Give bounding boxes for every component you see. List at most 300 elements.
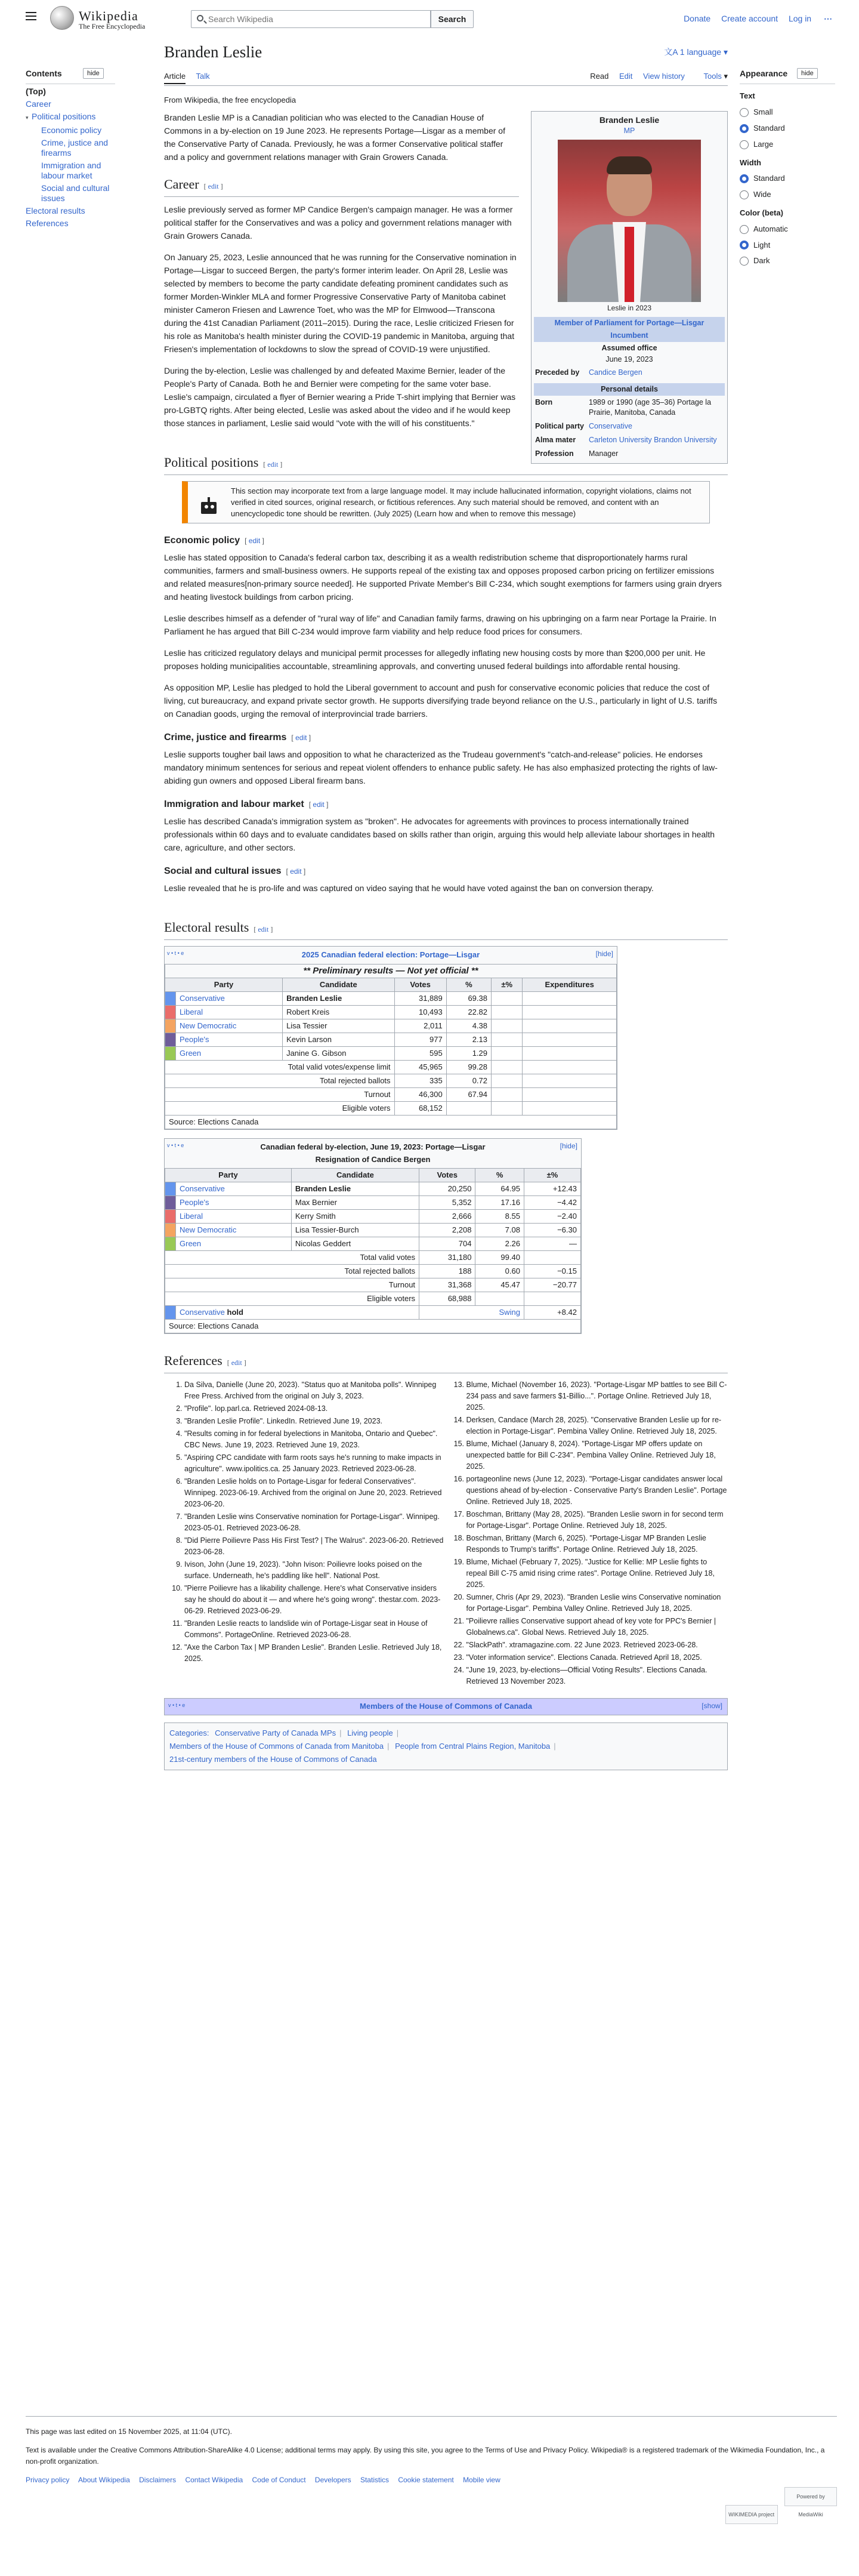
- candidate-name: Branden Leslie: [283, 991, 394, 1005]
- section-political-positions: Political positions [ edit ]: [164, 454, 728, 475]
- wikipedia-globe-logo[interactable]: [50, 6, 74, 30]
- infobox: [531, 111, 728, 464]
- economic-paragraph-3: Leslie has criticized regulatory delays and municipal permit processes for allegedly inflating new housing costs by more than $200,000 per unit. He proposes holding municipalities accountable, streamlining approvals, and converting unused federal buildings into affordable rental housing.: [164, 648, 706, 671]
- wikipedia-tagline: The Free Encyclopedia: [79, 22, 146, 30]
- change-cell: −2.40: [524, 1210, 580, 1224]
- edit-section-link[interactable]: edit: [208, 182, 219, 190]
- edit-section-link[interactable]: edit: [258, 925, 269, 933]
- personal-details-header: Personal details: [534, 383, 725, 396]
- economic-paragraph-1: Leslie has stated opposition to Canada's federal carbon tax, describing it as a wealth redistribution scheme that disproportionately harms rural communities, farmers and small-business owners. He supports repeal of the existing tax and opposes proposed carbon pricing on fertilizer emissions and related measures[non-primary source needed]. He supported Private Member's Bill C-234, which sought exemptions for farmers using grain dryers and heating livestock buildings from carbon pricing.: [164, 553, 722, 602]
- total-change: [492, 1060, 523, 1074]
- result-row: [165, 1237, 581, 1251]
- section-economic-policy: Economic policy [ edit ]: [164, 535, 264, 546]
- toc-item-crime[interactable]: Crime, justice and firearms: [41, 138, 109, 158]
- profession-value: Manager: [589, 449, 619, 458]
- reference-item[interactable]: 23. "Voter information service". Elections Canada. Retrieved April 18, 2025.: [466, 1652, 728, 1663]
- table-caption: [165, 1139, 581, 1169]
- width-label: Width: [740, 158, 761, 167]
- votes-cell: 10,493: [394, 1005, 446, 1019]
- reference-item[interactable]: 3. "Branden Leslie Profile". LinkedIn. Retrieved June 19, 2023.: [184, 1416, 446, 1427]
- toc-item-top[interactable]: (Top): [26, 87, 46, 97]
- text-large-option[interactable]: [740, 138, 835, 151]
- party-link[interactable]: New Democratic: [180, 1021, 237, 1030]
- reference-item[interactable]: 2. "Profile". lop.parl.ca. Retrieved 2024-08-13.: [184, 1403, 446, 1415]
- categories-label[interactable]: Categories:: [169, 1728, 209, 1738]
- row-label: Political party: [535, 422, 584, 430]
- table-of-contents: [26, 67, 115, 231]
- total-votes: 31,368: [419, 1278, 475, 1292]
- party-link[interactable]: New Democratic: [180, 1225, 237, 1235]
- heading-text: Immigration and labour market: [164, 799, 304, 809]
- candidate-name: Max Bernier: [291, 1196, 419, 1210]
- toc-item-references[interactable]: References: [26, 218, 69, 229]
- party-link[interactable]: Liberal: [180, 1212, 203, 1221]
- search-box: [191, 10, 431, 28]
- col-votes: Votes: [419, 1169, 475, 1182]
- pct-cell: 7.08: [475, 1224, 524, 1237]
- reference-item[interactable]: 7. "Branden Leslie wins Conservative nomination for Portage-Lisgar". Winnipeg. 2023-05-01. Retrieved 2023-06-28.: [184, 1511, 446, 1534]
- party-name[interactable]: [176, 1182, 292, 1196]
- col-pct: %: [475, 1169, 524, 1182]
- lead-paragraph: Branden Leslie MP is a Canadian politician who was elected to the Canadian House of Commons in a by-election on 19 June 2023. He represents Portage—Lisgar as a member of the Conservative Party of Canada. Previously, he was a former Conservative political staffer and a policy and government relations manager with Grain Growers Canada.: [164, 113, 505, 162]
- tab-article[interactable]: Article: [164, 72, 186, 84]
- total-row: [165, 1278, 581, 1292]
- party-link[interactable]: Conservative: [180, 993, 225, 1003]
- hide-label: hide: [561, 1141, 576, 1150]
- reference-item[interactable]: 10. "Pierre Poilievre has a likability challenge. Here's what Conservative insiders say he should do about it — and where he's going wrong". thestar.com. 2023-06-29. Retrieved 2023-06-29.: [184, 1583, 446, 1617]
- reference-item[interactable]: 8. "Did Pierre Poilievre Pass His First Test? | The Walrus". 2023-06-20. Retrieved 2023-06-28.: [184, 1535, 446, 1558]
- pct-cell: 1.29: [446, 1046, 491, 1060]
- expenditure-cell: [523, 1005, 617, 1019]
- show-toggle[interactable]: [show]: [702, 1702, 722, 1711]
- total-row: [165, 1087, 617, 1101]
- ai-content-notice: [182, 481, 710, 523]
- source-text: Source: Elections Canada: [169, 1117, 259, 1126]
- expenditure-cell: [523, 1046, 617, 1060]
- color-automatic-option[interactable]: [740, 223, 835, 236]
- party-color-swatch: [165, 1005, 176, 1019]
- change-cell: +12.43: [524, 1182, 580, 1196]
- total-votes: 188: [419, 1265, 475, 1278]
- reference-item[interactable]: 11. "Branden Leslie reacts to landslide win of Portage-Lisgar seat in House of Commons". PortageOnline. Retrieved 2023-06-28.: [184, 1618, 446, 1641]
- total-votes: 68,988: [419, 1292, 475, 1306]
- total-row: [165, 1060, 617, 1074]
- width-wide-option[interactable]: [740, 189, 835, 201]
- result-row: [165, 1196, 581, 1210]
- total-row: [165, 1251, 581, 1265]
- born-value: 1989 or 1990 (age 35–36) Portage la Prairie, Manitoba, Canada: [589, 398, 712, 417]
- total-label: Eligible voters: [165, 1292, 419, 1306]
- edit-section-link[interactable]: edit: [313, 800, 325, 809]
- edit-section-link[interactable]: edit: [290, 867, 302, 876]
- donate-link[interactable]: Donate: [684, 14, 711, 23]
- radio-icon[interactable]: [740, 140, 749, 149]
- candidate-name: Lisa Tessier-Burch: [291, 1224, 419, 1237]
- reference-item[interactable]: 16. portageonline news (June 12, 2023). "Portage-Lisgar candidates answer local questions ahead of by-election - Conservative Party's Branden Leslie". Portage Online. Retrieved July 18, 2025.: [466, 1474, 728, 1508]
- site-subtitle: From Wikipedia, the free encyclopedia: [164, 95, 296, 104]
- result-row: [165, 1005, 617, 1019]
- party-name[interactable]: [176, 1019, 283, 1033]
- footer-link[interactable]: Contact Wikipedia: [185, 2476, 243, 2484]
- party-name[interactable]: [176, 1046, 283, 1060]
- footer-link[interactable]: Code of Conduct: [252, 2476, 306, 2484]
- party-link[interactable]: People's: [180, 1198, 209, 1207]
- crime-paragraph: Leslie supports tougher bail laws and opposition to what he characterized as the Trudeau government's "catch-and-release" policies. He endorses mandatory minimum sentences for serious and repeat violent offenders to enhance public safety. He has also emphasized protecting the rights of law-abiding gun owners and opposed Liberal firearm bans.: [164, 750, 718, 785]
- tab-edit[interactable]: Edit: [619, 72, 633, 81]
- total-change: −20.77: [524, 1278, 580, 1292]
- source-text: Source: Elections Canada: [169, 1321, 259, 1331]
- expenditure-cell: [523, 1060, 617, 1074]
- radio-icon[interactable]: [740, 190, 749, 199]
- footer-badges: [721, 2487, 837, 2524]
- col-party: Party: [165, 1169, 292, 1182]
- economic-paragraph-4: As opposition MP, Leslie has pledged to hold the Liberal government to account and push for conservative economic policies that reduce the cost of living, cut bureaucracy, and expand private sector growth. He supports diversifying trade beyond reliance on the U.S., particularly in light of U.S. tariffs on Canadian goods, urging the removal of interprovincial trade barriers.: [164, 683, 718, 719]
- expenditure-cell: [523, 1033, 617, 1046]
- change-cell: −4.42: [524, 1196, 580, 1210]
- reference-item[interactable]: 13. Blume, Michael (November 16, 2023). "Portage-Lisgar MP battles to see Bill C-234 pass and save farmers $1-Billio...". Portage Online. Retrieved July 18, 2025.: [466, 1379, 728, 1413]
- log-in-link[interactable]: Log in: [788, 14, 812, 23]
- width-standard-option[interactable]: [740, 172, 835, 185]
- chevron-down-icon[interactable]: ▾: [26, 115, 29, 121]
- language-button[interactable]: 文A 1 language ▾: [664, 47, 728, 57]
- page-footer: [26, 2416, 837, 2518]
- votes-cell: 20,250: [419, 1182, 475, 1196]
- text-small-option[interactable]: [740, 106, 835, 119]
- tab-talk[interactable]: Talk: [196, 72, 210, 81]
- profession-row: [534, 447, 725, 461]
- heading-text: Social and cultural issues: [164, 866, 282, 876]
- reference-item[interactable]: 20. Sumner, Chris (Apr 29, 2023). "Branden Leslie wins Conservative nomination for Portage-Lisgar". Pembina Valley Online. Retrieved July 18, 2025.: [466, 1592, 728, 1614]
- edit-section-link[interactable]: edit: [248, 537, 261, 545]
- heading-text: Career: [164, 177, 199, 192]
- reference-item[interactable]: 18. Boschman, Brittany (March 6, 2025). "Portage-Lisgar MP Branden Leslie Responds to Trump's tariffs". Portage Online. Retrieved July 18, 2025.: [466, 1533, 728, 1555]
- reference-item[interactable]: 4. "Results coming in for federal byelections in Manitoba, Ontario and Quebec". CBC News. June 19, 2023. Retrieved June 19, 2023.: [184, 1428, 446, 1451]
- reference-list: [164, 1379, 728, 1688]
- party-row: [534, 420, 725, 433]
- total-label: Total valid votes/expense limit: [165, 1060, 395, 1074]
- party-color-swatch: [165, 1046, 176, 1060]
- toc-title: Contents: [26, 69, 62, 78]
- radio-selected-icon[interactable]: [740, 174, 749, 183]
- total-pct: [475, 1292, 524, 1306]
- votes-cell: 977: [394, 1033, 446, 1046]
- radio-icon[interactable]: [740, 225, 749, 234]
- reference-item[interactable]: 5. "Aspiring CPC candidate with farm roots says he's running to make impacts in agriculture". www.ipolitics.ca. 25 January 2023. Retrieved 2023-06-28.: [184, 1452, 446, 1475]
- party-link[interactable]: Green: [180, 1239, 202, 1249]
- infobox-office[interactable]: Member of Parliament for Portage—Lisgar: [534, 317, 725, 329]
- votes-cell: 704: [419, 1237, 475, 1251]
- reference-item[interactable]: 17. Boschman, Brittany (May 28, 2025). "Branden Leslie sworn in for second term for Portage-Lisgar". Portage Online. Retrieved July 18, 2025.: [466, 1509, 728, 1532]
- candidate-name: Kerry Smith: [291, 1210, 419, 1224]
- edit-section-link[interactable]: edit: [295, 734, 307, 742]
- more-options-icon[interactable]: ⋯: [824, 14, 832, 23]
- party-name[interactable]: [176, 1196, 292, 1210]
- pct-cell: 2.26: [475, 1237, 524, 1251]
- reference-item[interactable]: 21. "Poilievre rallies Conservative support ahead of key vote for PPC's Bernier | Globalnews.ca". Global News. Retrieved July 18, 2025.: [466, 1616, 728, 1638]
- radio-selected-icon[interactable]: [740, 241, 749, 249]
- option-label: Dark: [753, 256, 770, 266]
- total-pct: 0.72: [446, 1074, 491, 1087]
- color-light-option[interactable]: [740, 239, 835, 252]
- color-dark-option[interactable]: [740, 255, 835, 267]
- appearance-title: Appearance: [740, 69, 788, 78]
- vte-links[interactable]: v • t • e: [167, 1142, 184, 1148]
- text-column: [164, 111, 519, 430]
- reference-item[interactable]: 9. Ivison, John (June 19, 2023). "John Ivison: Poilievre looks poised on the surface. Underneath, he's paddling like hell". National Post.: [184, 1559, 446, 1582]
- tab-read[interactable]: Read: [590, 72, 609, 81]
- toc-item-career[interactable]: Career: [26, 99, 51, 109]
- party-color-swatch: [165, 1182, 176, 1196]
- party-link[interactable]: Green: [180, 1048, 202, 1058]
- party-color-swatch: [165, 1196, 176, 1210]
- section-crime: Crime, justice and firearms [ edit ]: [164, 732, 311, 742]
- navbox-house-of-commons: [164, 1698, 728, 1715]
- vte-links[interactable]: v • t • e: [168, 1702, 186, 1709]
- party-color-swatch: [165, 1224, 176, 1237]
- reference-item[interactable]: 24. "June 19, 2023, by-elections—Official Voting Results". Elections Canada. Retrieved 13 November 2023.: [466, 1665, 728, 1687]
- category-link[interactable]: Conservative Party of Canada MPs: [215, 1728, 336, 1738]
- total-change: −0.15: [524, 1265, 580, 1278]
- category-link[interactable]: Living people: [347, 1728, 393, 1738]
- option-label: Automatic: [753, 224, 788, 233]
- reference-item[interactable]: 6. "Branden Leslie holds on to Portage-Lisgar for federal Conservatives". Winnipeg. 2023-06-19. Archived from the original on June 20, 2023. Retrieved 2023-06-20.: [184, 1476, 446, 1510]
- votes-cell: 2,011: [394, 1019, 446, 1033]
- section-social: Social and cultural issues [ edit ]: [164, 866, 306, 876]
- total-label: Total rejected ballots: [165, 1074, 395, 1087]
- candidate-name: Robert Kreis: [283, 1005, 394, 1019]
- hold-party-link[interactable]: Conservative: [180, 1308, 225, 1317]
- party-link[interactable]: Liberal: [180, 1007, 203, 1016]
- toc-item-political-positions[interactable]: Political positions: [32, 112, 96, 122]
- portrait-hair: [607, 156, 652, 174]
- party-name[interactable]: [176, 991, 283, 1005]
- alma-row: [534, 433, 725, 447]
- party-name[interactable]: [176, 1224, 292, 1237]
- edit-section-link[interactable]: edit: [231, 1358, 242, 1367]
- change-cell: [492, 991, 523, 1005]
- radio-icon[interactable]: [740, 257, 749, 266]
- candidate-name: Branden Leslie: [291, 1182, 419, 1196]
- footer-link[interactable]: Developers: [314, 2476, 351, 2484]
- expenditure-cell: [523, 1019, 617, 1033]
- col-candidate: Candidate: [291, 1169, 419, 1182]
- table-source: [165, 1320, 581, 1333]
- hold-row: [165, 1306, 581, 1320]
- portrait-image[interactable]: [558, 140, 701, 302]
- footer-links: [26, 2475, 837, 2486]
- table-title: Canadian federal by-election, June 19, 2023: Portage—Lisgar: [260, 1142, 486, 1151]
- change-cell: [492, 1033, 523, 1046]
- navbox-title[interactable]: Members of the House of Commons of Canada: [360, 1702, 532, 1711]
- wikimedia-badge[interactable]: WIKIMEDIA project: [725, 2505, 778, 2524]
- change-cell: [492, 1046, 523, 1060]
- radio-icon[interactable]: [740, 108, 749, 117]
- footer-link[interactable]: Statistics: [360, 2476, 389, 2484]
- party-link[interactable]: People's: [180, 1034, 209, 1044]
- alma-link[interactable]: Carleton University Brandon University: [589, 436, 717, 444]
- change-cell: [492, 1019, 523, 1033]
- total-pct: [446, 1101, 491, 1115]
- footer-link[interactable]: Mobile view: [463, 2476, 500, 2484]
- appearance-panel: [740, 67, 835, 271]
- pct-cell: 2.13: [446, 1033, 491, 1046]
- party-name[interactable]: [176, 1033, 283, 1046]
- pct-cell: 69.38: [446, 991, 491, 1005]
- option-label: Standard: [753, 174, 785, 183]
- category-link[interactable]: 21st-century members of the House of Commons of Canada: [169, 1755, 377, 1764]
- change-cell: [492, 1005, 523, 1019]
- appearance-hide-button[interactable]: hide: [797, 68, 818, 79]
- notice-text: This section may incorporate text from a large language model. It may include hallucinated information, copyright violations, claims not verified in cited sources, original research, or fictitious references. Any such material should be removed, and content with an unencyclopedic tone should be rewritten. (July 2025) (Learn how and when to remove this message): [231, 486, 691, 518]
- swing-value: +8.42: [524, 1306, 580, 1320]
- reference-item[interactable]: 22. "SlackPath". xtramagazine.com. 22 June 2023. Retrieved 2023-06-28.: [466, 1640, 728, 1651]
- total-change: [524, 1251, 580, 1265]
- table-title[interactable]: 2025 Canadian federal election: Portage—Lisgar: [301, 950, 480, 959]
- mediawiki-badge[interactable]: Powered by MediaWiki: [784, 2487, 837, 2506]
- pct-cell: 22.82: [446, 1005, 491, 1019]
- footer-link[interactable]: About Wikipedia: [78, 2476, 130, 2484]
- search-input[interactable]: [208, 13, 423, 26]
- article-body: [164, 111, 728, 1770]
- category-link[interactable]: Members of the House of Commons of Canada from Manitoba: [169, 1742, 384, 1751]
- vte-links[interactable]: v • t • e: [167, 950, 184, 956]
- result-row: [165, 1046, 617, 1060]
- party-name[interactable]: [176, 1210, 292, 1224]
- pct-cell: 4.38: [446, 1019, 491, 1033]
- reference-item[interactable]: 15. Blume, Michael (January 8, 2024). "Portage-Lisgar MP offers update on unexpected battle for Bill C-234". Pembina Valley Online. Retrieved July 18, 2025.: [466, 1438, 728, 1472]
- heading-text: Political positions: [164, 455, 259, 470]
- party-link[interactable]: Conservative: [180, 1184, 225, 1194]
- total-pct: 45.47: [475, 1278, 524, 1292]
- votes-cell: 595: [394, 1046, 446, 1060]
- hold-text: hold: [227, 1308, 243, 1317]
- pct-cell: 8.55: [475, 1210, 524, 1224]
- toc-hide-button[interactable]: hide: [83, 68, 104, 79]
- total-votes: 335: [394, 1074, 446, 1087]
- votes-cell: 2,208: [419, 1224, 475, 1237]
- col-change: ±%: [524, 1169, 580, 1182]
- total-votes: 68,152: [394, 1101, 446, 1115]
- option-label: Wide: [753, 190, 771, 199]
- tools-menu[interactable]: Tools ▾: [703, 72, 728, 81]
- expenditure-cell: [523, 1101, 617, 1115]
- footer-link[interactable]: Privacy policy: [26, 2476, 70, 2484]
- col-candidate: Candidate: [283, 978, 394, 991]
- col-votes: Votes: [394, 978, 446, 991]
- party-name[interactable]: [176, 1005, 283, 1019]
- election-2023-table: [164, 1138, 582, 1335]
- edit-section-link[interactable]: edit: [267, 460, 279, 469]
- total-row: [165, 1101, 617, 1115]
- radio-selected-icon[interactable]: [740, 124, 749, 133]
- toc-item-electoral-results[interactable]: Electoral results: [26, 206, 85, 216]
- candidate-name: Kevin Larson: [283, 1033, 394, 1046]
- total-label: Turnout: [165, 1278, 419, 1292]
- footer-link[interactable]: Cookie statement: [398, 2476, 454, 2484]
- swing-link[interactable]: Swing: [499, 1308, 520, 1317]
- pct-cell: 17.16: [475, 1196, 524, 1210]
- expenditure-cell: [523, 1087, 617, 1101]
- last-edited: This page was last edited on 15 November 2025, at 11:04 (UTC).: [26, 2427, 232, 2436]
- tools-label: Tools: [703, 72, 722, 81]
- infobox-post-nominal[interactable]: MP: [623, 127, 635, 135]
- toc-item-immigration[interactable]: Immigration and labour market: [41, 161, 101, 181]
- infobox-incumbent[interactable]: Incumbent: [534, 329, 725, 342]
- row-label: Profession: [535, 449, 574, 458]
- preceded-row: [534, 366, 725, 380]
- section-references: References [ edit ]: [164, 1352, 728, 1373]
- search-icon: [197, 15, 203, 21]
- section-immigration: Immigration and labour market [ edit ]: [164, 799, 329, 809]
- show-label: show: [703, 1702, 721, 1711]
- reference-item[interactable]: 12. "Axe the Carbon Tax | MP Branden Leslie". Branden Leslie. Retrieved July 18, 2025.: [184, 1642, 446, 1665]
- infobox-name: Branden Leslie: [599, 115, 660, 125]
- category-link[interactable]: People from Central Plains Region, Manitoba: [395, 1742, 551, 1751]
- result-row: [165, 1224, 581, 1237]
- text-size-label: Text: [740, 91, 755, 101]
- hide-toggle[interactable]: [hide]: [560, 1141, 577, 1150]
- language-count: 1 language: [679, 47, 722, 57]
- party-color-swatch: [165, 1210, 176, 1224]
- votes-cell: 2,666: [419, 1210, 475, 1224]
- assumed-office-date: June 19, 2023: [605, 355, 653, 363]
- col-expenditures: Expenditures: [523, 978, 617, 991]
- reference-item[interactable]: 19. Blume, Michael (February 7, 2025). "Justice for Kellie: MP Leslie fights to repeal Bill C-75 amid rising crime rates". Portage Online. Retrieved July 18, 2025.: [466, 1557, 728, 1591]
- heading-text: Electoral results: [164, 920, 249, 935]
- search-button[interactable]: Search: [431, 10, 474, 28]
- category-links: Categories: Conservative Party of Canada MPs | Living people | Members of the House of Commons of Canada from Manitoba | People from Central Plains Region, Manitoba | 21st-century members of the House of Commons of Canada: [164, 1723, 728, 1770]
- main-menu-icon[interactable]: [26, 12, 36, 20]
- candidate-name: Janine G. Gibson: [283, 1046, 394, 1060]
- robot-icon: [199, 496, 219, 516]
- row-label: Alma mater: [535, 436, 576, 444]
- option-label: Small: [753, 107, 773, 117]
- total-change: [492, 1087, 523, 1101]
- wikipedia-wordmark[interactable]: Wikipedia: [79, 8, 138, 23]
- toc-item-economic-policy[interactable]: Economic policy: [41, 125, 102, 135]
- toc-item-social[interactable]: Social and cultural issues: [41, 183, 110, 204]
- party-color-swatch: [165, 991, 176, 1005]
- option-label: Light: [753, 240, 771, 249]
- license-text: Text is available under the Creative Commons Attribution-ShareAlike 4.0 License; additional terms may apply. By using this site, you agree to the Terms of Use and Privacy Policy. Wikipedia® is a registered trademark of the Wikimedia Foundation, Inc., a non-profit organization.: [26, 2446, 825, 2466]
- site-header: [0, 0, 859, 38]
- expenditure-cell: [523, 1074, 617, 1087]
- create-account-link[interactable]: Create account: [721, 14, 778, 23]
- reference-item[interactable]: 14. Derksen, Candace (March 28, 2025). "Conservative Branden Leslie up for re-election in Portage-Lisgar". Pembina Valley Online. Retrieved July 18, 2025.: [466, 1415, 728, 1437]
- table-source: [165, 1115, 617, 1129]
- total-label: Total rejected ballots: [165, 1265, 419, 1278]
- party-name[interactable]: [176, 1237, 292, 1251]
- career-paragraph-1: Leslie previously served as former MP Candice Bergen's campaign manager. He was a former political staffer for the Conservatives and was a policy and government relations manager with Grain Growers Canada.: [164, 205, 513, 241]
- reference-item[interactable]: 1. Da Silva, Danielle (June 20, 2023). "Status quo at Manitoba polls". Winnipeg Free Press. Archived from the original on July 3, 2023.: [184, 1379, 446, 1402]
- total-change: [492, 1074, 523, 1087]
- total-votes: 31,180: [419, 1251, 475, 1265]
- text-standard-option[interactable]: [740, 122, 835, 135]
- heading-text: Crime, justice and firearms: [164, 732, 287, 742]
- hide-toggle[interactable]: [hide]: [595, 950, 613, 958]
- total-change: [492, 1101, 523, 1115]
- footer-link[interactable]: Disclaimers: [139, 2476, 177, 2484]
- election-2025-table: [164, 946, 617, 1130]
- col-pct: %: [446, 978, 491, 991]
- preceded-link[interactable]: Candice Bergen: [589, 368, 642, 377]
- translate-icon: 文A: [664, 47, 680, 57]
- heading-text: Economic policy: [164, 535, 240, 546]
- tab-view-history[interactable]: View history: [643, 72, 685, 81]
- party-link[interactable]: Conservative: [589, 422, 632, 430]
- total-pct: 0.60: [475, 1265, 524, 1278]
- option-label: Large: [753, 139, 774, 149]
